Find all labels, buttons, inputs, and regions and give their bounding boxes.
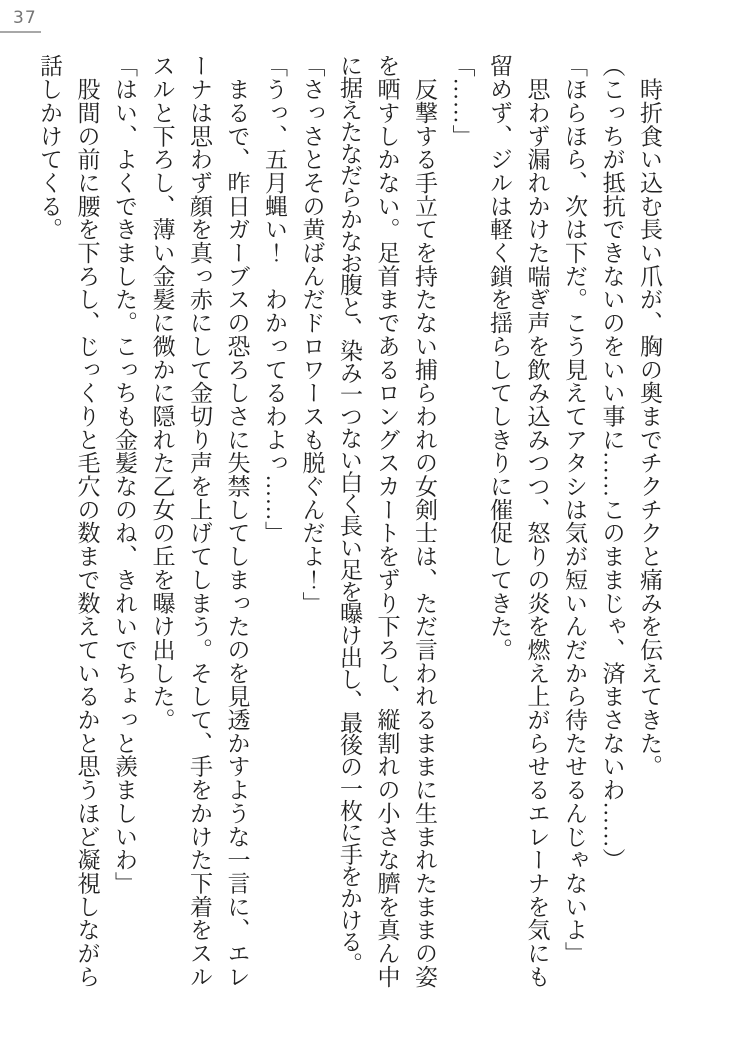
text-line-5: 留めず、ジルは軽く鎖を揺らしてしきりに催促してきた。 [487,54,512,662]
text-line-6: 「……」 [449,54,475,148]
text-line-11: 「うっ、五月蝿い！ わかってるわよっ……」 [262,54,287,545]
text-line-10: 「さっさとその黄ばんだドロワースも脱ぐんだよ！」 [299,54,325,615]
text-line-2: （こっちが抵抗できないのをいい事に……このままじゃ、済まさないわ……） [599,54,625,872]
text-line-9: に据えたなだらかなお腹と、染み一つない白く長い足を曝け出し、最後の一枚に手をかける。 [337,54,362,974]
text-line-17: 話しかけてくる。 [37,54,62,241]
text-line-15: 「はい、よくできました。こっちも金髪なのね、きれいでちょっと羨ましいわ」 [112,54,137,895]
page-number: 37 [13,8,37,28]
text-line-1: 時折食い込む長い爪が、胸の奥までチクチクと痛みを伝えてきた。 [637,54,662,778]
text-line-14: スルと下ろし、薄い金髪に微かに隠れた乙女の丘を曝け出した。 [149,54,175,732]
page-number-area [0,8,60,33]
page-number-rule [0,31,41,33]
text-line-7: 反撃する手立てを持たない捕らわれの女剣士は、ただ言われるままに生まれたままの姿 [412,54,437,988]
vertical-text-block [23,54,668,990]
text-line-12: まるで、昨日ガーブスの恐ろしさに失禁してしまったのを見透かすような一言に、エレ [224,54,250,988]
text-line-16: 股間の前に腰を下ろし、じっくりと毛穴の数まで数えているかと思うほど凝視しながら [74,54,100,988]
text-line-13: ーナは思わず顔を真っ赤にして金切り声を上げてしまう。そして、手をかけた下着をスル [187,54,212,988]
text-line-4: 思わず漏れかけた喘ぎ声を飲み込みつつ、怒りの炎を燃え上がらせるエレーナを気にも [524,54,550,988]
text-line-8: を晒すしかない。足首まであるロングスカートをずり下ろし、縦割れの小さな臍を真ん中 [374,54,400,988]
text-line-3: 「ほらほら、次は下だ。こう見えてアタシは気が短いんだから待たせるんじゃないよ」 [562,54,587,965]
